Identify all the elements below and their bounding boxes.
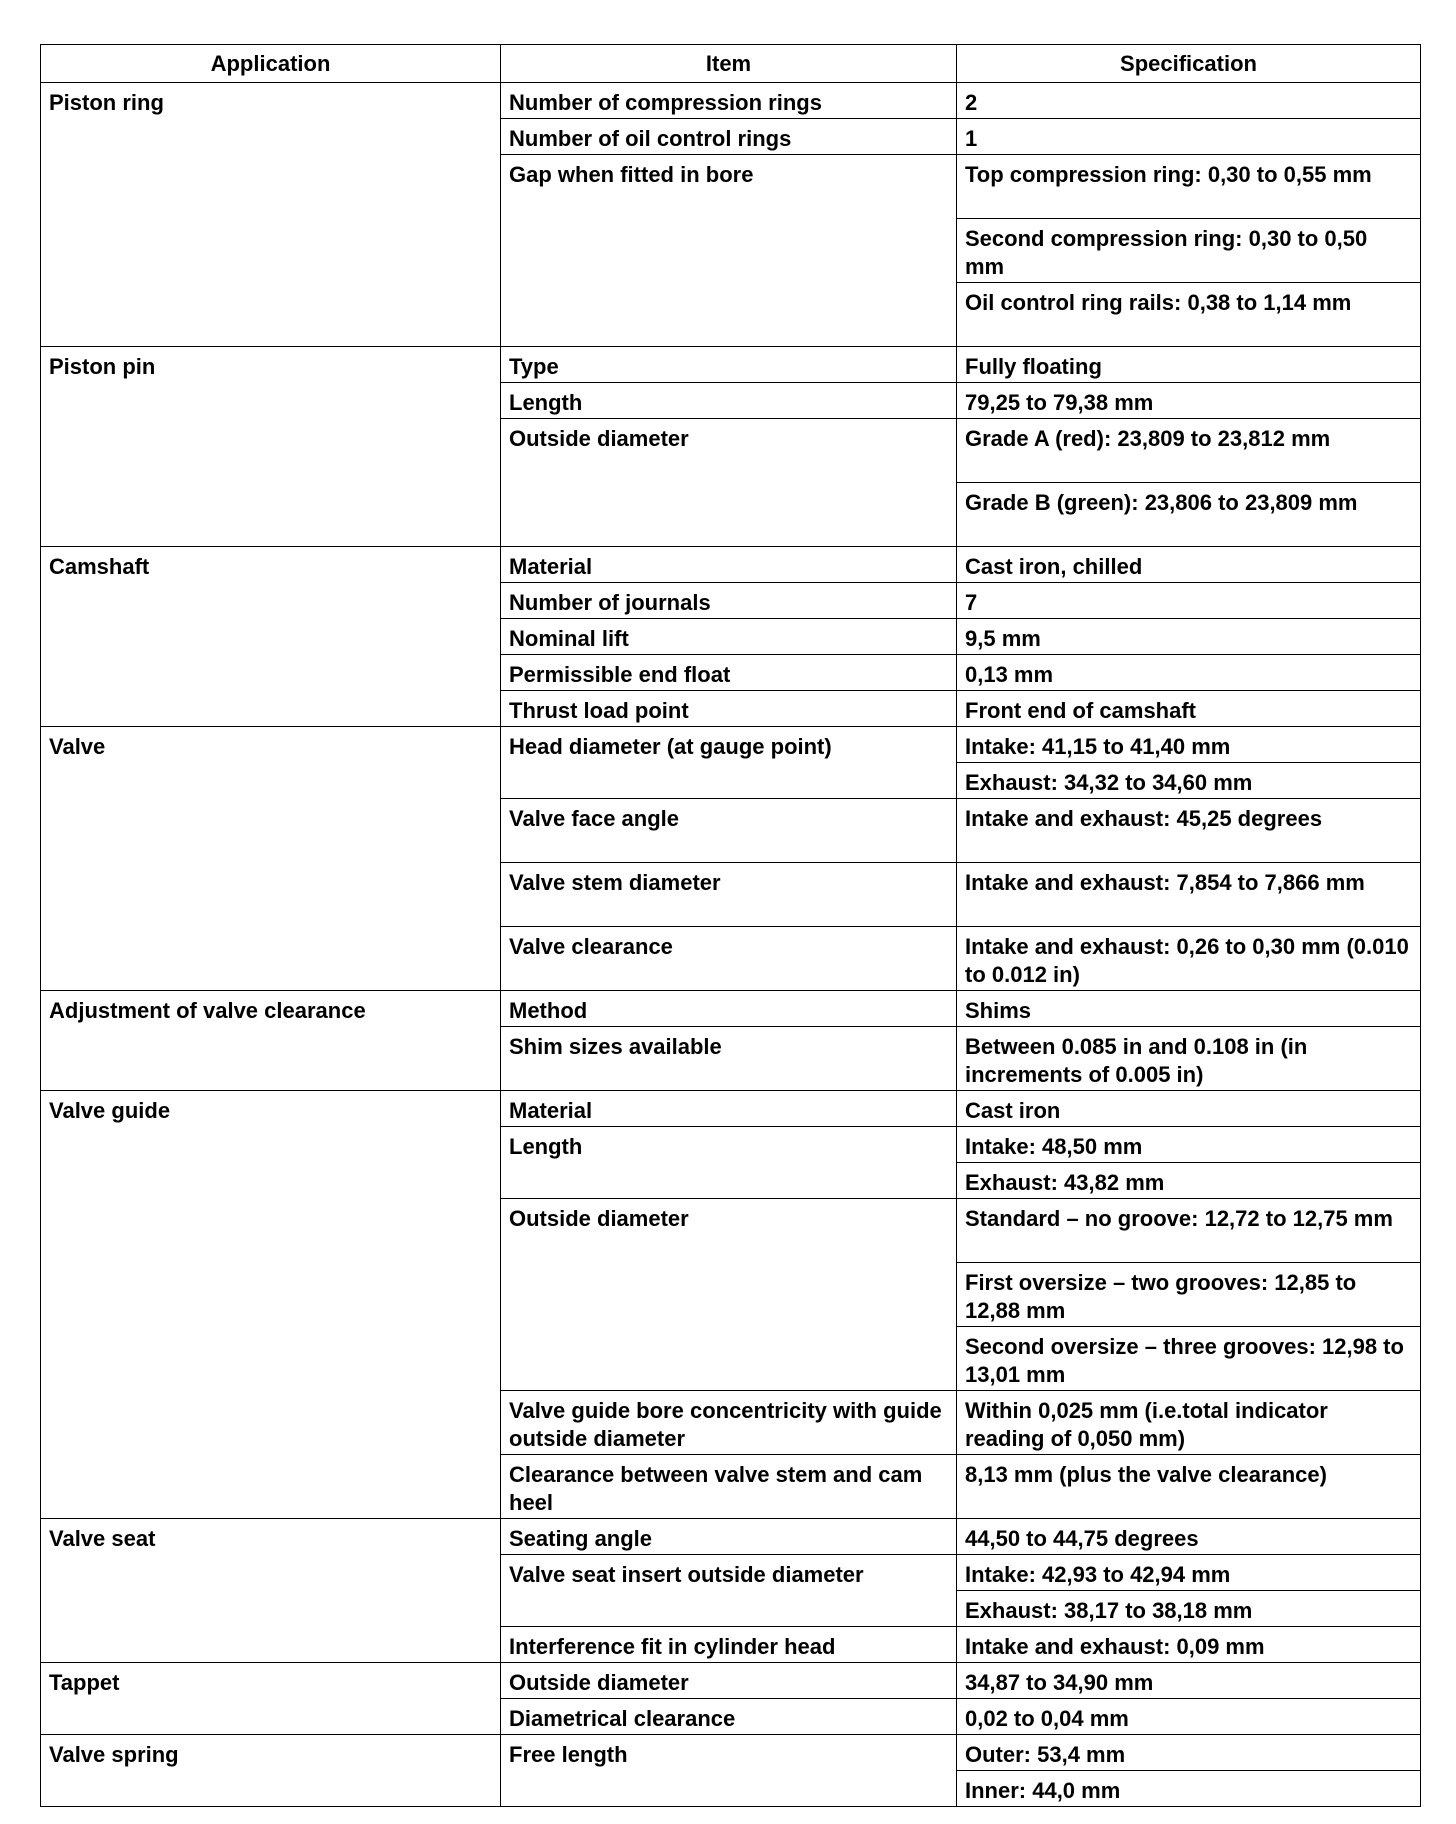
table-row — [41, 991, 1421, 1027]
specification-cell: Exhaust: 43,82 mm — [957, 1163, 1421, 1199]
item-cell: Valve seat insert outside diameter — [501, 1555, 957, 1627]
specification-cell: Intake: 42,93 to 42,94 mm — [957, 1555, 1421, 1591]
specification-cell: Intake and exhaust: 45,25 degrees — [957, 799, 1421, 863]
item-cell: Valve clearance — [501, 927, 957, 991]
specification-cell: Inner: 44,0 mm — [957, 1771, 1421, 1807]
application-cell: Tappet — [41, 1663, 501, 1735]
item-cell: Length — [501, 1127, 957, 1199]
item-cell: Clearance between valve stem and cam heel — [501, 1455, 957, 1519]
specification-cell: Between 0.085 in and 0.108 in (in increments of 0.005 in) — [957, 1027, 1421, 1091]
specification-cell: Fully floating — [957, 347, 1421, 383]
item-cell: Thrust load point — [501, 691, 957, 727]
item-cell: Type — [501, 347, 957, 383]
item-cell: Number of oil control rings — [501, 119, 957, 155]
header-specification: Specification — [957, 45, 1421, 83]
application-cell: Valve spring — [41, 1735, 501, 1807]
specification-cell: Exhaust: 38,17 to 38,18 mm — [957, 1591, 1421, 1627]
table-row — [41, 1735, 1421, 1771]
specification-table — [40, 44, 1421, 1807]
specification-cell: 34,87 to 34,90 mm — [957, 1663, 1421, 1699]
table-body — [41, 83, 1421, 1807]
item-cell: Outside diameter — [501, 419, 957, 547]
specification-cell: 44,50 to 44,75 degrees — [957, 1519, 1421, 1555]
application-cell: Piston ring — [41, 83, 501, 347]
item-cell: Outside diameter — [501, 1663, 957, 1699]
application-cell: Valve — [41, 727, 501, 991]
specification-cell: Outer: 53,4 mm — [957, 1735, 1421, 1771]
specification-cell: 79,25 to 79,38 mm — [957, 383, 1421, 419]
specification-cell: Shims — [957, 991, 1421, 1027]
table-row — [41, 1091, 1421, 1127]
item-cell: Outside diameter — [501, 1199, 957, 1391]
table-row — [41, 727, 1421, 763]
specification-cell: Intake and exhaust: 0,09 mm — [957, 1627, 1421, 1663]
item-cell: Material — [501, 547, 957, 583]
item-cell: Number of journals — [501, 583, 957, 619]
item-cell: Interference fit in cylinder head — [501, 1627, 957, 1663]
specification-cell: 1 — [957, 119, 1421, 155]
specification-cell: Front end of camshaft — [957, 691, 1421, 727]
specification-cell: Grade B (green): 23,806 to 23,809 mm — [957, 483, 1421, 547]
specification-cell: Top compression ring: 0,30 to 0,55 mm — [957, 155, 1421, 219]
item-cell: Free length — [501, 1735, 957, 1807]
application-cell: Camshaft — [41, 547, 501, 727]
table-row — [41, 1519, 1421, 1555]
application-cell: Piston pin — [41, 347, 501, 547]
specification-cell: 9,5 mm — [957, 619, 1421, 655]
item-cell: Shim sizes available — [501, 1027, 957, 1091]
specification-cell: Intake and exhaust: 0,26 to 0,30 mm (0.010 to 0.012 in) — [957, 927, 1421, 991]
specification-cell: Cast iron, chilled — [957, 547, 1421, 583]
application-cell: Valve seat — [41, 1519, 501, 1663]
specification-cell: Intake and exhaust: 7,854 to 7,866 mm — [957, 863, 1421, 927]
specification-cell: 0,02 to 0,04 mm — [957, 1699, 1421, 1735]
header-row — [41, 45, 1421, 83]
specification-cell: Oil control ring rails: 0,38 to 1,14 mm — [957, 283, 1421, 347]
item-cell: Head diameter (at gauge point) — [501, 727, 957, 799]
specification-cell: 2 — [957, 83, 1421, 119]
specification-cell: First oversize – two grooves: 12,85 to 12,88 mm — [957, 1263, 1421, 1327]
item-cell: Valve guide bore concentricity with guide outside diameter — [501, 1391, 957, 1455]
specification-cell: Standard – no groove: 12,72 to 12,75 mm — [957, 1199, 1421, 1263]
application-cell: Adjustment of valve clearance — [41, 991, 501, 1091]
item-cell: Valve face angle — [501, 799, 957, 863]
specification-cell: Exhaust: 34,32 to 34,60 mm — [957, 763, 1421, 799]
specification-cell: Grade A (red): 23,809 to 23,812 mm — [957, 419, 1421, 483]
item-cell: Number of compression rings — [501, 83, 957, 119]
item-cell: Nominal lift — [501, 619, 957, 655]
item-cell: Material — [501, 1091, 957, 1127]
table-row — [41, 1663, 1421, 1699]
item-cell: Seating angle — [501, 1519, 957, 1555]
item-cell: Length — [501, 383, 957, 419]
table-row — [41, 83, 1421, 119]
specification-cell: Second oversize – three grooves: 12,98 to 13,01 mm — [957, 1327, 1421, 1391]
specification-cell: Cast iron — [957, 1091, 1421, 1127]
table-header — [41, 45, 1421, 83]
table-row — [41, 347, 1421, 383]
table-row — [41, 547, 1421, 583]
specification-cell: Second compression ring: 0,30 to 0,50 mm — [957, 219, 1421, 283]
item-cell: Diametrical clearance — [501, 1699, 957, 1735]
specification-cell: Intake: 41,15 to 41,40 mm — [957, 727, 1421, 763]
specification-cell: 7 — [957, 583, 1421, 619]
item-cell: Permissible end float — [501, 655, 957, 691]
item-cell: Gap when fitted in bore — [501, 155, 957, 347]
item-cell: Method — [501, 991, 957, 1027]
specification-cell: 8,13 mm (plus the valve clearance) — [957, 1455, 1421, 1519]
application-cell: Valve guide — [41, 1091, 501, 1519]
specification-cell: Intake: 48,50 mm — [957, 1127, 1421, 1163]
header-application: Application — [41, 45, 501, 83]
specification-cell: 0,13 mm — [957, 655, 1421, 691]
header-item: Item — [501, 45, 957, 83]
item-cell: Valve stem diameter — [501, 863, 957, 927]
specification-cell: Within 0,025 mm (i.e.total indicator reading of 0,050 mm) — [957, 1391, 1421, 1455]
